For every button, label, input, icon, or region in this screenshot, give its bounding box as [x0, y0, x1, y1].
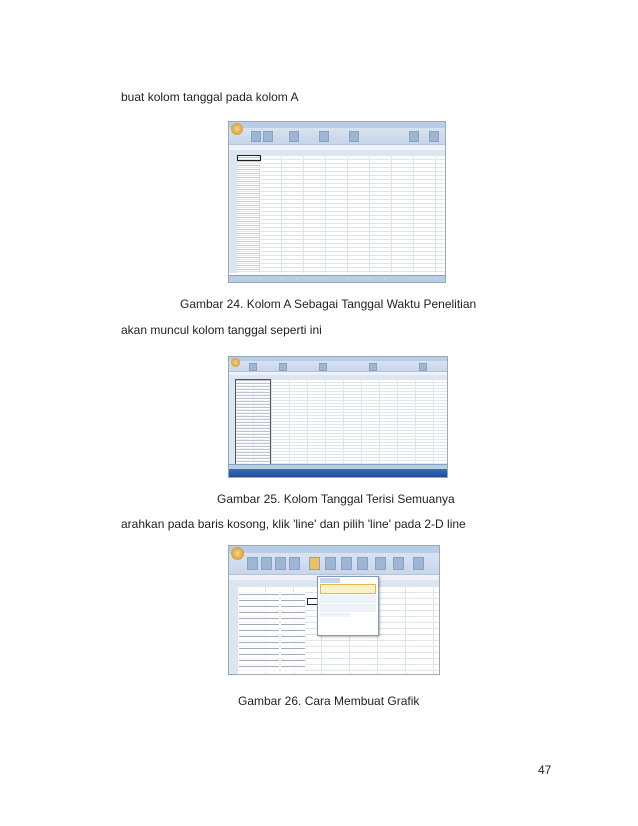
figure-25-screenshot [228, 356, 448, 478]
windows-taskbar [229, 469, 447, 477]
office-button-icon [231, 358, 240, 367]
figure-25-caption: Gambar 25. Kolom Tanggal Terisi Semuanya [217, 492, 455, 506]
figure-26-caption: Gambar 26. Cara Membuat Grafik [238, 694, 420, 708]
excel-ribbon [229, 122, 445, 144]
figure-24-caption: Gambar 24. Kolom A Sebagai Tanggal Waktu Penelitian [180, 297, 477, 311]
figure-26-screenshot [228, 545, 440, 675]
excel-ribbon [229, 546, 439, 574]
line-chart-dropdown [317, 576, 379, 636]
figure-24-screenshot [228, 121, 446, 283]
line-chart-button-icon [309, 557, 320, 570]
excel-ribbon [229, 357, 447, 371]
selected-cell [237, 155, 261, 161]
status-bar [229, 275, 445, 282]
column-b-values [281, 592, 305, 672]
paragraph-3: arahkan pada baris kosong, klik 'line' dan pilih 'line' pada 2-D line [121, 517, 466, 531]
cell-grid [237, 155, 445, 273]
selected-range [235, 379, 271, 467]
office-button-icon [231, 547, 244, 560]
column-a-values [238, 155, 260, 271]
office-button-icon [231, 123, 243, 135]
2d-line-option [320, 584, 376, 594]
paragraph-1: buat kolom tanggal pada kolom A [121, 90, 299, 104]
page-number: 47 [538, 763, 552, 777]
paragraph-2: akan muncul kolom tanggal seperti ini [121, 323, 322, 337]
column-a-dates [239, 592, 279, 672]
